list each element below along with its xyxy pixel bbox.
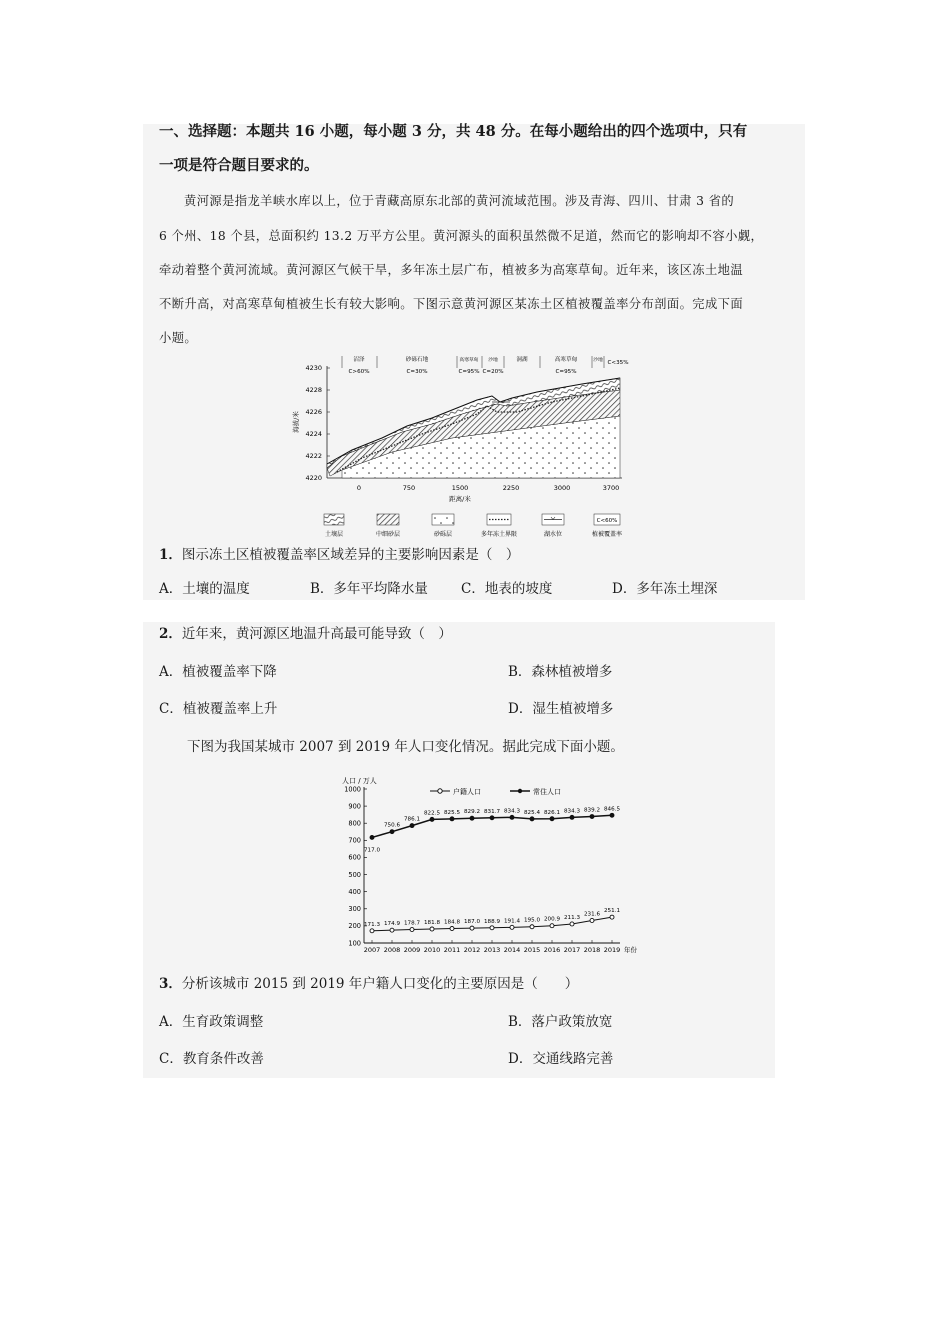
- data-label: 717.0: [363, 847, 381, 854]
- data-point: [410, 928, 414, 932]
- question-number: 1．: [159, 547, 182, 563]
- x-tick-label: 2010: [423, 946, 441, 954]
- data-point: [530, 817, 534, 821]
- passage1-line: 6 个州、18 个县，总面积约 13.2 万平方公里。黄河源头的面积虽然微不足道，然而它的影响却不容小觑，: [159, 229, 764, 243]
- data-label: 826.1: [543, 809, 561, 816]
- passage2: 下图为我国某城市 2007 到 2019 年人口变化情况。据此完成下面小题。: [187, 739, 624, 755]
- y-tick-label: 200: [348, 922, 361, 931]
- x-tick-label: 2017: [563, 946, 581, 954]
- y-tick-label: 1000: [344, 785, 361, 794]
- data-point: [370, 929, 374, 933]
- data-point: [410, 824, 414, 828]
- chart-x-axis-label: 年份: [624, 946, 637, 954]
- zone-cover: C=20%: [482, 369, 504, 375]
- legend-sand-swatch: [377, 514, 399, 525]
- zone-header: [342, 355, 629, 375]
- data-point: [570, 922, 574, 926]
- data-label: 200.9: [543, 916, 561, 923]
- data-label: 171.3: [363, 921, 381, 928]
- data-point: [550, 817, 554, 821]
- q3-option-a[interactable]: A．生育政策调整: [159, 1014, 264, 1030]
- data-point: [390, 830, 394, 834]
- data-point: [530, 925, 534, 929]
- x-tick-label: 2015: [523, 946, 541, 954]
- question-stem: 图示冻土区植被覆盖率区域差异的主要影响因素是（ ）: [181, 547, 520, 563]
- legend-cover-sample: C<60%: [596, 518, 618, 524]
- q1-option-a[interactable]: A．土壤的温度: [159, 581, 250, 597]
- x-tick-label: 2250: [502, 484, 520, 492]
- x-tick-label: 2008: [383, 946, 401, 954]
- q1-option-d[interactable]: D．多年冻土埋深: [612, 581, 718, 597]
- y-tick-label: 400: [348, 887, 361, 896]
- data-label: 211.3: [563, 914, 581, 921]
- y-tick-label: 700: [348, 836, 361, 845]
- zone-name: 砂砾石地: [405, 357, 429, 363]
- y-tick-label: 4222: [305, 452, 322, 460]
- data-point: [590, 815, 594, 819]
- y-tick-label: 100: [348, 939, 361, 948]
- data-point: [470, 816, 474, 820]
- legend-label: 中细砂层: [375, 531, 401, 538]
- x-tick-label: 1500: [451, 484, 469, 492]
- q2-option-a[interactable]: A．植被覆盖率下降: [159, 664, 277, 680]
- data-label: 846.5: [603, 806, 621, 813]
- y-tick-label: 4220: [305, 474, 322, 482]
- q2-option-d[interactable]: D．湿生植被增多: [508, 701, 614, 717]
- zone-cover: C=95%: [555, 369, 577, 375]
- data-label: 834.3: [503, 808, 521, 815]
- zone-name: 沼泽: [353, 357, 365, 363]
- data-label: 191.4: [503, 918, 521, 925]
- data-point: [430, 927, 434, 931]
- data-label: 188.9: [483, 918, 501, 925]
- chart-legend: [430, 787, 561, 796]
- y-tick-label: 300: [348, 905, 361, 914]
- profile-x-axis-label: 距离/米: [449, 495, 471, 503]
- data-point: [370, 835, 374, 839]
- zone-name: 沙地: [593, 358, 603, 363]
- data-point: [470, 926, 474, 930]
- question-number: 3．: [159, 976, 182, 992]
- data-label: 822.5: [423, 810, 441, 817]
- question-2: [159, 626, 452, 642]
- q1-option-b[interactable]: B．多年平均降水量: [310, 581, 428, 597]
- data-point: [570, 815, 574, 819]
- data-point: [430, 817, 434, 821]
- x-tick-label: 2014: [503, 946, 521, 954]
- zone-name: 洞湖: [516, 357, 528, 363]
- legend-label: 湖水位: [543, 531, 563, 538]
- x-tick-label: 2019: [603, 946, 621, 954]
- data-point: [510, 925, 514, 929]
- x-tick-label: 2009: [403, 946, 421, 954]
- data-point: [450, 926, 454, 930]
- legend-series-label: 常住人口: [533, 788, 561, 796]
- data-label: 831.7: [483, 808, 501, 815]
- data-point: [550, 924, 554, 928]
- x-tick-label: 3000: [553, 484, 571, 492]
- y-tick-label: 4230: [305, 364, 322, 372]
- x-tick-label: 2013: [483, 946, 501, 954]
- y-tick-label: 4224: [305, 430, 322, 438]
- data-label: 184.8: [443, 919, 461, 926]
- legend-label: 植被覆盖率: [591, 531, 623, 538]
- passage1-line: 牵动着整个黄河流域。黄河源区气候干旱，多年冻土层广布，植被多为高寒草甸。近年来，该区冻土地温: [159, 263, 744, 277]
- data-label: 178.7: [403, 920, 421, 927]
- x-tick-label: 0: [356, 484, 362, 492]
- q2-option-b[interactable]: B．森林植被增多: [508, 664, 613, 680]
- data-point: [610, 813, 614, 817]
- x-tick-label: 2007: [363, 946, 381, 954]
- data-label: 195.0: [523, 917, 541, 924]
- q3-option-b[interactable]: B．落户政策放宽: [508, 1014, 613, 1030]
- question-number: 2．: [159, 626, 182, 642]
- x-tick-label: 750: [402, 484, 416, 492]
- x-tick-label: 2018: [583, 946, 601, 954]
- data-point: [610, 915, 614, 919]
- data-point: [490, 926, 494, 930]
- passage1-line: 小题。: [159, 331, 198, 345]
- profile-y-axis-label: 海拔/米: [292, 411, 300, 433]
- legend-gravel-swatch: [432, 514, 454, 525]
- data-point: [510, 815, 514, 819]
- zone-name: 沙地: [488, 358, 498, 363]
- zone-name: 高寒草甸: [554, 357, 578, 363]
- data-label: 750.6: [383, 822, 401, 829]
- data-point: [590, 918, 594, 922]
- data-label: 829.2: [463, 809, 481, 816]
- y-tick-label: 4226: [305, 408, 322, 416]
- chart-y-axis-label: 人口 / 万人: [342, 777, 377, 785]
- x-tick-label: 2016: [543, 946, 561, 954]
- y-tick-label: 600: [348, 853, 361, 862]
- zone-cover: C>60%: [348, 369, 370, 375]
- x-tick-label: 2012: [463, 946, 481, 954]
- data-label: 251.1: [603, 908, 621, 915]
- question-stem: 分析该城市 2015 到 2019 年户籍人口变化的主要原因是（ ）: [181, 976, 579, 992]
- section-heading-line1: 一、选择题：本题共 16 小题，每小题 3 分，共 48 分。在每小题给出的四个选项中，只有: [159, 123, 748, 140]
- data-label: 839.2: [583, 807, 601, 814]
- data-label: 187.0: [463, 919, 481, 926]
- x-tick-label: 3700: [602, 484, 620, 492]
- profile-legend: [324, 514, 622, 538]
- legend-marker-open: [438, 789, 442, 793]
- question-1: [159, 547, 519, 563]
- legend-soil-swatch: [324, 514, 344, 525]
- population-line-chart: [330, 770, 640, 960]
- y-tick-label: 800: [348, 819, 361, 828]
- q1-option-c[interactable]: C．地表的坡度: [461, 581, 553, 597]
- zone-cover: C<35%: [607, 360, 629, 366]
- data-label: 231.6: [583, 911, 601, 918]
- q3-option-d[interactable]: D．交通线路完善: [508, 1051, 614, 1067]
- legend-label: 土壤层: [324, 531, 344, 538]
- q3-option-c[interactable]: C．教育条件改善: [159, 1051, 264, 1067]
- zone-name: 高寒草甸: [459, 358, 479, 363]
- profile-x-ticks: [357, 484, 619, 492]
- data-label: 174.9: [383, 921, 401, 928]
- data-point: [490, 816, 494, 820]
- passage1-line: 黄河源是指龙羊峡水库以上，位于青藏高原东北部的黄河流域范围。涉及青海、四川、甘肃 3 省的: [184, 194, 735, 208]
- question-3: [159, 976, 578, 992]
- legend-series-label: 户籍人口: [453, 788, 481, 796]
- legend-label: 多年冻土界限: [480, 531, 518, 538]
- passage1-line: 不断升高，对高寒草甸植被生长有较大影响。下图示意黄河源区某冻土区植被覆盖率分布剖面。完成下面: [159, 297, 744, 311]
- data-label: 825.5: [443, 809, 461, 816]
- data-label: 181.8: [423, 920, 441, 927]
- question-stem: 近年来，黄河源区地温升高最可能导致（ ）: [181, 626, 452, 642]
- y-tick-label: 900: [348, 802, 361, 811]
- data-point: [450, 817, 454, 821]
- y-tick-label: 500: [348, 870, 361, 879]
- data-label: 786.1: [403, 816, 421, 823]
- profile-y-ticks: [305, 364, 330, 482]
- y-tick-label: 4228: [305, 386, 322, 394]
- section-heading-line2: 一项是符合题目要求的。: [159, 157, 319, 174]
- x-tick-label: 2011: [443, 946, 461, 954]
- zone-cover: C=95%: [458, 369, 480, 375]
- data-label: 834.3: [563, 808, 581, 815]
- data-point: [390, 928, 394, 932]
- q2-option-c[interactable]: C．植被覆盖率上升: [159, 701, 278, 717]
- legend-marker-filled: [518, 789, 522, 793]
- legend-label: 砂砾层: [433, 531, 453, 538]
- zone-cover: C=30%: [406, 369, 428, 375]
- permafrost-profile-figure: [282, 350, 642, 542]
- data-label: 825.4: [523, 809, 541, 816]
